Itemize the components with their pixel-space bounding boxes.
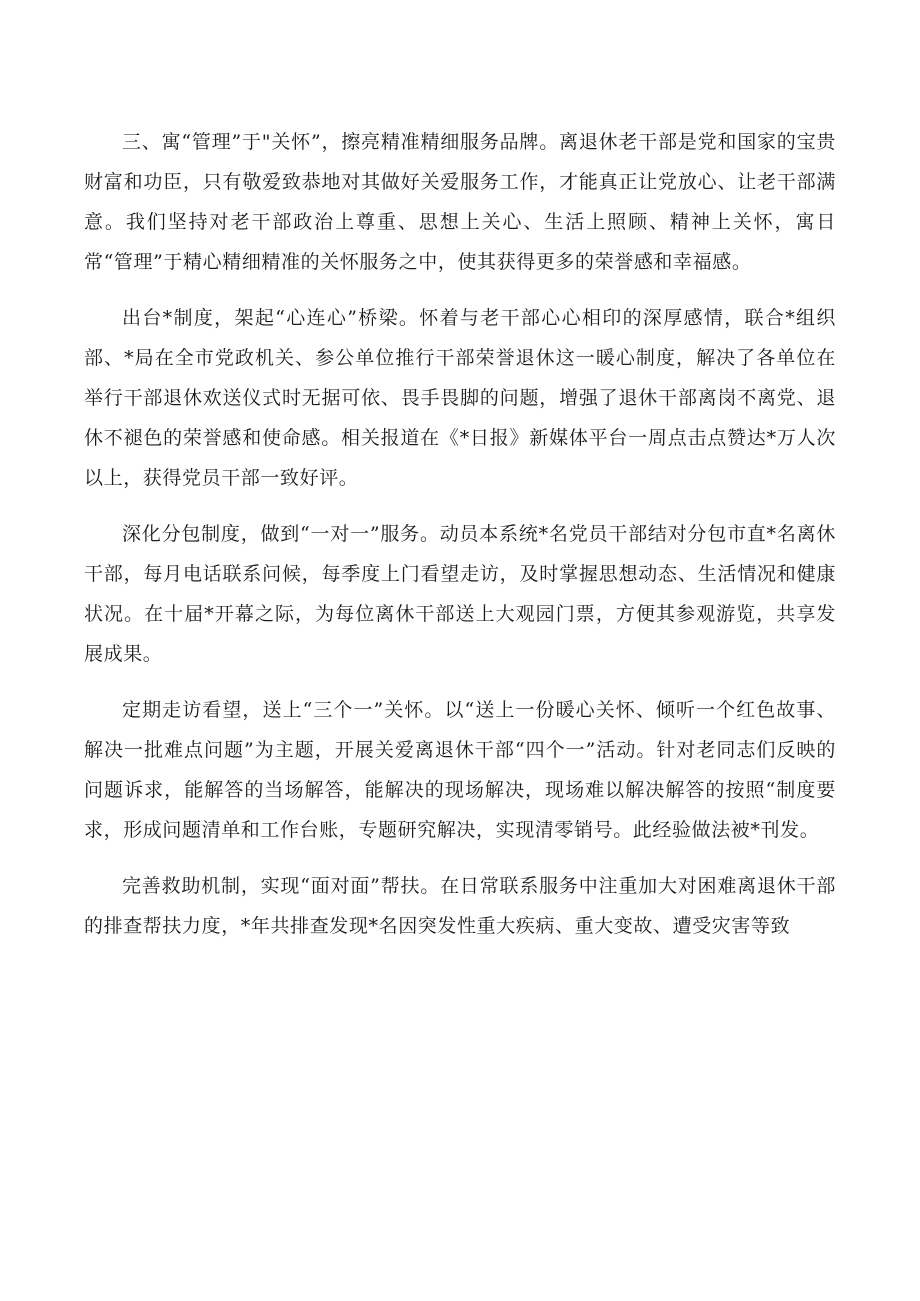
paragraph-one-on-one-service: 深化分包制度，做到“一对一”服务。动员本系统*名党员干部结对分包市直*名离休干部，每月电话联系问候，每季度上门看望走访，及时掌握思想动态、生活情况和健康状况。在十届*开幕之际，为每位离休干部送上大观园门票，方便其参观游览，共享发展成果。 xyxy=(84,523,836,665)
document-page xyxy=(84,122,836,962)
paragraph-assistance-mechanism: 完善救助机制，实现“面对面”帮扶。在日常联系服务中注重加大对困难离退休干部的排查帮扶力度，*年共排查发现*名因突发性重大疾病、重大变故、遭受灾害等致 xyxy=(84,875,836,937)
paragraph-honorary-retirement-system: 出台*制度，架起“心连心”桥梁。怀着与老干部心心相印的深厚感情，联合*组织部、*局在全市党政机关、参公单位推行干部荣誉退休这一暖心制度，解决了各单位在举行干部退休欢送仪式时无据可依、畏手畏脚的问题，增强了退休干部离岗不离党、退休不褪色的荣誉感和使命感。相关报道在《*日报》新媒体平台一周点击点赞达*万人次以上，获得党员干部一致好评。 xyxy=(84,307,836,489)
paragraph-regular-visits: 定期走访看望，送上“三个一”关怀。以“送上一份暖心关怀、倾听一个红色故事、解决一批难点问题”为主题，开展关爱离退休干部“四个一”活动。针对老同志们反映的问题诉求，能解答的当场解答，能解决的现场解决，现场难以解决解答的按照“制度要求，形成问题清单和工作台账，专题研究解决，实现清零销号。此经验做法被*刊发。 xyxy=(84,699,836,841)
paragraph-care-service-brand: 三、寓“管理”于"关怀”，擦亮精准精细服务品牌。离退休老干部是党和国家的宝贵财富和功臣，只有敬爱致恭地对其做好关爱服务工作，才能真正让党放心、让老干部满意。我们坚持对老干部政治上尊重、思想上关心、生活上照顾、精神上关怀，寓日常“管理”于精心精细精准的关怀服务之中，使其获得更多的荣誉感和幸福感。 xyxy=(84,131,836,273)
